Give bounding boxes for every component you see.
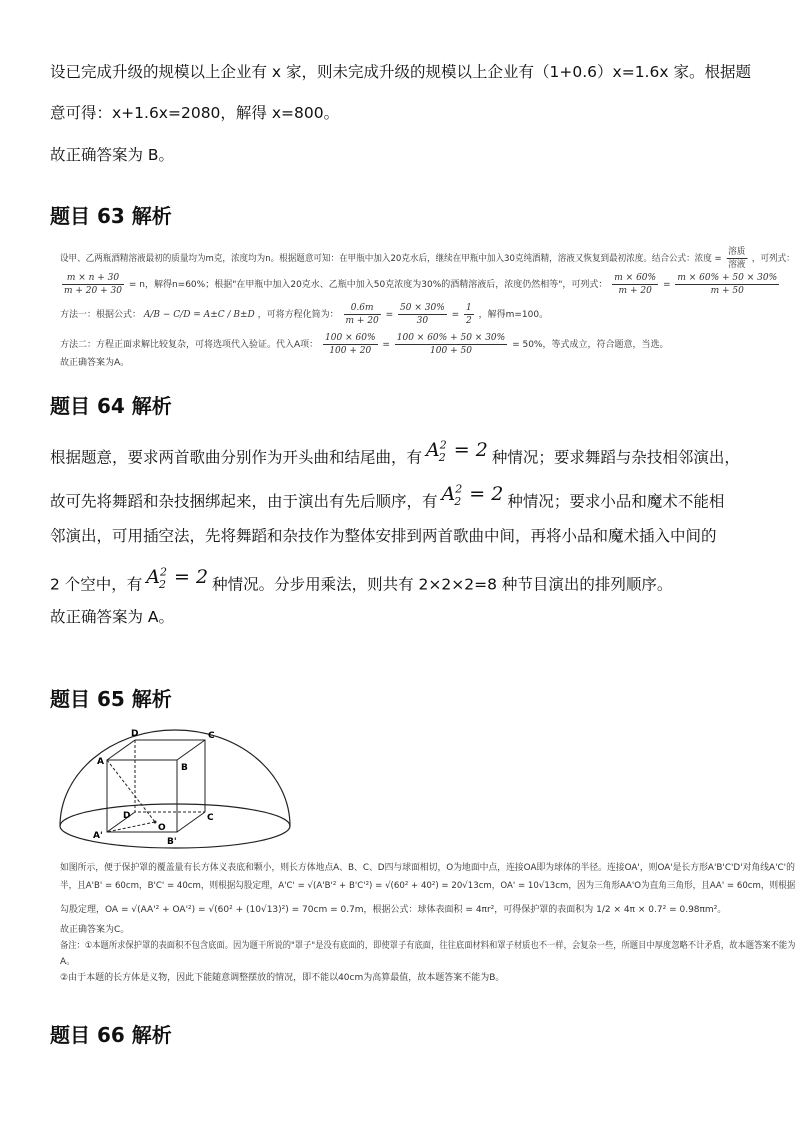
center-point-o [154,821,157,824]
q63-frac-4: $\frac{0.6m}{m + 20}$ [345,303,379,326]
q65-line-2: 半，且A'B' = 60cm，B'C' = 40cm，则根据勾股定理，A'C' = √(A'B'² + B'C'²) = √(60² + 40²) = 20√13cm，OA' = 10√13cm，因为三角形AA'O为直角三角形，且AA' = 60cm，则根据 [60,881,796,891]
q65-line-6: A。 [60,957,76,967]
label-b-prime: B' [167,837,177,847]
q63-text-3b: ，可将方程化简为： [257,310,339,320]
label-b: B [181,763,188,773]
q64-heading: 题目 64 解析 [50,394,172,418]
intro-line-2: 意可得：x+1.6x=2080，解得 x=800。 [50,104,340,122]
q66-heading: 题目 66 解析 [50,1023,172,1047]
q64-text-2a: 故可先将舞蹈和杂技捆绑起来，由于演出有先后顺序，有 [50,492,438,511]
q64-text-1a: 根据题意，要求两首歌曲分别作为开头曲和结尾曲，有 [50,448,423,467]
q65-line-1: 如图所示，便于保护罩的覆盖量有长方体义表底和颗小，则长方体地点A、B、C、D四与球面相切，O为地面中点，连接OA即为球体的半径。连接OA'，则OA'是长方形A'B'C'D'对角线A'C'的 [60,863,795,873]
q64-answer: 故正确答案为 A。 [50,608,175,626]
q63-answer: 故正确答案为A。 [60,358,130,368]
radius-lines [107,760,155,832]
q63-text-3c: ，解得m=100。 [478,310,549,320]
q65-line-5: 备注：①本题所求保护罩的表面积不包含底面。因为题干所说的"罩子"是没有底面的，即使罩子有底面，往往底面材料和罩子材质也不一样，会复杂一些，所题目中厚度忽略不计矛盾，故本题答案不能为 [60,941,796,951]
q63-frac-6: $\frac{1}{2}$ [466,303,472,326]
label-a-prime: A' [93,831,103,841]
q63-text-1b: ，可列式： [751,254,795,264]
q64-line-4 [50,566,673,601]
intro-answer: 故正确答案为 B。 [50,146,175,164]
q63-line-2: $\frac{m \times n + 30}{m + 20 + 30}$ = n，解得n=60%；根据"在甲瓶中加入20克水、乙瓶中加入50克浓度为30%的酒精溶液后，浓度仍然相等"，可列式： $\frac{m \times 60\%}{m + 20}$ = $\frac{m \times 60\% + 50 \times 30\%}{m + 50}$ [64,273,778,296]
q63-frac-7: $\frac{100 \times 60\%}{100 + 20}$ [325,333,376,356]
q63-frac-8: $\frac{100 \times 60\% + 50 \times 30\%}{100 + 50}$ [396,333,506,356]
q64-line-2 [50,483,725,518]
label-c-top: C [208,731,215,741]
q64-line-1 [50,439,740,474]
q63-text-2a: = n，解得n=60%；根据"在甲瓶中加入20克水、乙瓶中加入50克浓度为30%的酒精溶液后，浓度仍然相等"，可列式： [128,280,608,290]
q63-line-4: 方法二：方程正面求解比较复杂，可将选项代入验证。代入A项： $\frac{100 \times 60\%}{100 + 20}$ = $\frac{100 \times 60\% + 50 \times 30\%}{100 + 50}$ = 50%，等式成立，符合题意，当选。 [60,333,669,356]
q64-formula-3: $A^2_2 = 2$ [146,566,209,592]
label-d-bottom: D [123,811,131,821]
q63-text-1a: 设甲、乙两瓶酒精溶液最初的质量均为m克，浓度均为n。根据题意可知：在甲瓶中加入20克水后，继续在甲瓶中加入30克纯酒精，溶液又恢复到最初浓度。结合公式：浓度 = [60,254,722,264]
intro-line-1: 设已完成升级的规模以上企业有 x 家，则未完成升级的规模以上企业有（1+0.6）x=1.6x 家。根据题 [50,63,751,81]
q63-heading: 题目 63 解析 [50,204,172,228]
q64-formula-2: $A^2_2 = 2$ [441,483,504,509]
box-hidden-edges [135,740,205,812]
q63-frac-2: $\frac{m \times 60\%}{m + 20}$ [614,273,657,296]
q63-text-3a: 方法一：根据公式： [60,310,142,320]
q65-heading: 题目 65 解析 [50,687,172,711]
label-o: O [158,823,166,833]
q65-line-3: 勾股定理，OA = √(AA'² + OA'²) = √(60² + (10√13)²) = 70cm = 0.7m，根据公式：球体表面积 = 4πr²，可得保护罩的表面积为 1/2 × 4π × 0.7² = 0.98πm²。 [60,905,727,915]
hemisphere-box-diagram [55,722,295,852]
box-back-edges [135,740,205,812]
q65-line-7: ②由于本题的长方体是义物，因此下能随意调整摆放的情况，即不能以40cm为高算最值，故本题答案不能为B。 [60,973,505,983]
box-depth-edges [107,740,205,832]
q64-text-1b: 种情况；要求舞蹈与杂技相邻演出， [491,448,740,467]
q63-frac-1: $\frac{m \times n + 30}{m + 20 + 30}$ [64,273,122,296]
q64-line-3: 邻演出，可用插空法，先将舞蹈和杂技作为整体安排到两首歌曲中间，再将小品和魔术插入中间的 [50,527,717,545]
q63-frac-3: $\frac{m \times 60\% + 50 \times 30\%}{m + 50}$ [677,273,778,296]
label-d-top: D [131,729,139,739]
q63-frac-5: $\frac{50 \times 30\%}{30}$ [400,303,445,326]
box-front-face [107,760,177,832]
q63-text-4b: = 50%，等式成立，符合题意，当选。 [512,340,669,350]
q63-text-4a: 方法二：方程正面求解比较复杂，可将选项代入验证。代入A项： [60,340,319,350]
q63-frac-solute: $\frac{\text{溶质}}{\text{溶液}}$ [728,247,746,270]
q64-text-4b: 种情况。分步用乘法，则共有 2×2×2=8 种节目演出的排列顺序。 [212,575,673,594]
q64-text-4a: 2 个空中，有 [50,575,143,594]
q64-text-2b: 种情况；要求小品和魔术不能相 [507,492,725,511]
q63-line-3: 方法一：根据公式： A/B − C/D = A±C / B±D ，可将方程化简为： $\frac{0.6m}{m + 20}$ = $\frac{50 \times 30\%}{30}$ = $\frac{1}{2}$ ，解得m=100。 [60,303,549,326]
q65-line-4: 故正确答案为C。 [60,925,130,935]
label-c-bottom: C [207,813,214,823]
q63-line-1 [60,246,795,271]
q64-formula-1: $A^2_2 = 2$ [426,439,488,465]
label-a: A [97,757,104,767]
